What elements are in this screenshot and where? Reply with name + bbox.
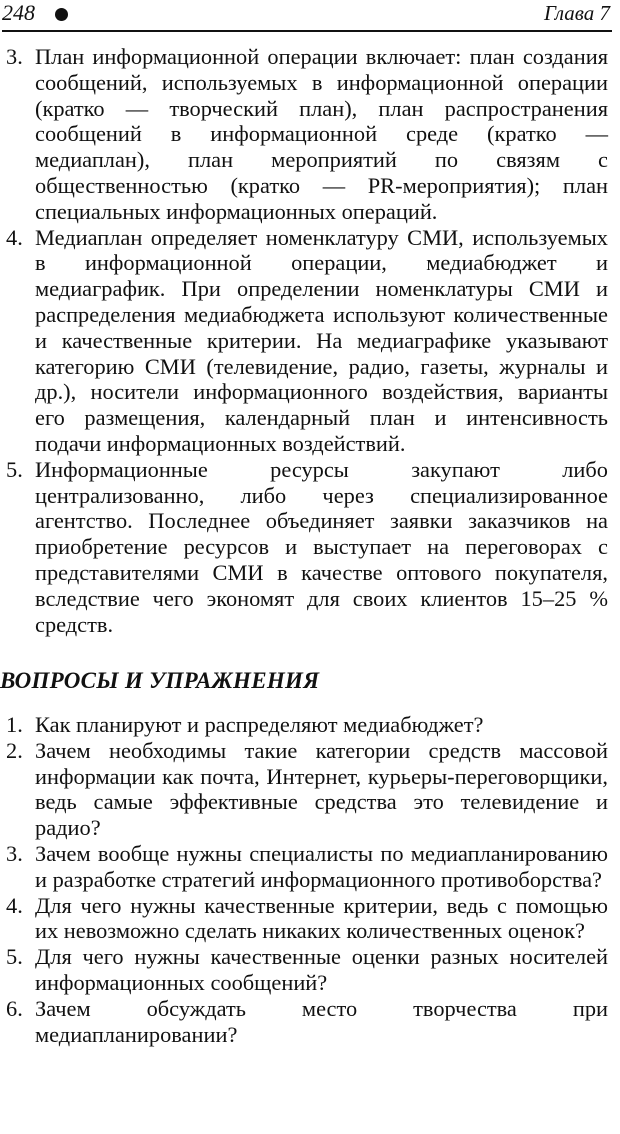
list-item <box>0 225 608 457</box>
question-text: Как планируют и распределяют медиабюджет? <box>35 712 484 737</box>
question-text: Зачем необходимы такие категории средств массовой информации как почта, Интернет, курьеры-переговорщики, ведь самые эффективные средства это телевидение и радио? <box>35 737 608 841</box>
question-number: 6. <box>6 995 23 1021</box>
question-text: Зачем вообще нужны специалисты по медиапланированию и разработке стратегий информационного противоборства? <box>35 840 608 892</box>
question-number: 4. <box>6 892 23 918</box>
page-header <box>2 0 612 32</box>
questions-list <box>0 712 608 1047</box>
question-text: Для чего нужны качественные критерии, ведь с помощью их невозможно сделать никаких количественных оценок? <box>35 892 608 944</box>
question-item <box>0 944 608 996</box>
item-text: Медиаплан определяет номенклатуру СМИ, используемых в информационной операции, медиабюджет и медиаграфик. При определении номенклатуры СМИ и распределения медиабюджета используют количественные и качественные критерии. На медиаграфике указывают категорию СМИ (телевидение, радио, газеты, журналы и др.), носители информационного воздействия, варианты его размещения, календарный план и интенсивность подачи информационных воздействий. <box>35 224 608 456</box>
section-title: ВОПРОСЫ И УПРАЖНЕНИЯ <box>0 668 320 693</box>
list-item <box>0 457 608 638</box>
page-number: 248 <box>2 0 35 25</box>
item-number: 5. <box>6 456 23 482</box>
question-item <box>0 996 608 1048</box>
question-number: 1. <box>6 712 23 737</box>
item-number: 3. <box>6 44 23 69</box>
question-text: Для чего нужны качественные оценки разных носителей информационных сообщений? <box>35 944 608 995</box>
question-number: 3. <box>6 840 23 866</box>
chapter-title: Глава 7 <box>544 1 610 25</box>
question-item <box>0 893 608 945</box>
item-text: План информационной операции включает: план создания сообщений, используемых в информационной операции (кратко — творческий план), план распространения сообщений в информационной среде (кратко — медиаплан), план мероприятий по связям с общественностью (кратко — PR-мероприятия); план специальных информационных операций. <box>35 44 608 224</box>
summary-list <box>0 44 608 637</box>
item-number: 4. <box>6 224 23 250</box>
list-item <box>0 44 608 225</box>
question-item <box>0 841 608 893</box>
question-item <box>0 712 608 738</box>
item-text: Информационные ресурсы закупают либо централизованно, либо через специализированное агентство. Последнее объединяет заявки заказчиков на приобретение ресурсов и выступает на переговорах с представителями СМИ в качестве оптового покупателя, вследствие чего экономят для своих клиентов 15–25 % средств. <box>35 456 608 637</box>
question-text: Зачем обсуждать место творчества при медиапланировании? <box>35 995 608 1047</box>
question-number: 2. <box>6 737 23 763</box>
question-number: 5. <box>6 944 23 970</box>
question-item <box>0 738 608 841</box>
bullet-dot-icon <box>55 8 68 21</box>
